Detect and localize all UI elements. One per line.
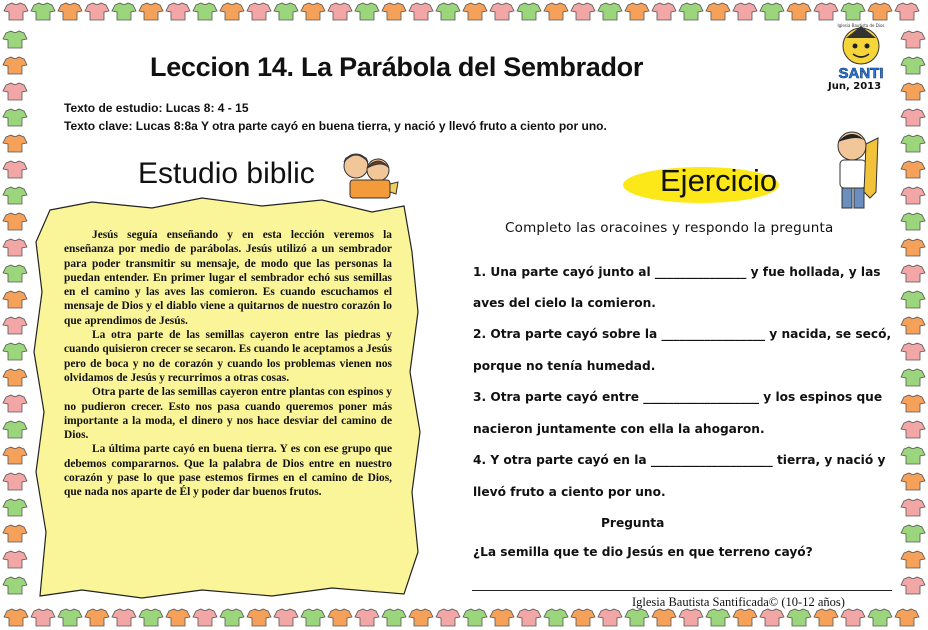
boy-with-pencil-illustration bbox=[826, 124, 888, 214]
study-paragraph: La última parte cayó en buena tierra. Y es con ese grupo que debemos compararnos. Que la palabra de Dios entre en nuestro corazón y pase lo que pase estemos firmes en el camino de Dios, que nada nos aparte de Él y poder dar buenos frutos. bbox=[64, 443, 392, 499]
study-paragraph: Jesús seguía enseñando y en esta lección veremos la enseñanza por medio de parábolas. Jesús utilizó a un sembrador para poder transmitir su mensaje, de modo que las personas la puedan entender. En primer lugar el sembrador echó sus semillas en el camino y las aves las comieron. Es cuando escuchamos el mensaje de Dios y el diablo viene a quitarnos de nuestro corazón lo que aprendimos de Jesús. bbox=[64, 229, 392, 327]
exercise-line: 2. Otra parte cayó sobre la _________________ y nacida, se secó, bbox=[473, 327, 892, 341]
exercise-line: llevó fruto a ciento por uno. bbox=[473, 485, 666, 499]
study-section-title: Estudio biblic bbox=[138, 157, 315, 190]
question-text: ¿La semilla que te dio Jesús en que terreno cayó? bbox=[473, 545, 813, 559]
key-verse: Texto clave: Lucas 8:8a Y otra parte cayó en buena tierra, y nació y llevó fruto a ciento por uno. bbox=[64, 119, 607, 133]
exercise-line: 4. Y otra parte cayó en la ____________________ tierra, y nació y bbox=[473, 453, 886, 467]
question-heading: Pregunta bbox=[601, 516, 665, 530]
exercise-line: nacieron juntamente con ella la ahogaron. bbox=[473, 422, 765, 436]
footer-credit: Iglesia Bautista Santificada© (10-12 años) bbox=[632, 595, 845, 609]
answer-line[interactable] bbox=[472, 590, 892, 591]
exercise-line: 3. Otra parte cayó entre ___________________ y los espinos que bbox=[473, 390, 883, 404]
logo-word: SANTI bbox=[838, 65, 884, 82]
study-paragraph: Otra parte de las semillas cayeron entre plantas con espinos y no pudieron crecer. Esto nos pasa cuando queremos poner más importante a la moda, el dinero y nos hace desviar del camino de Dios. bbox=[64, 386, 392, 442]
lesson-title: Leccion 14. La Parábola del Sembrador bbox=[150, 52, 644, 82]
exercise-line: porque no tenía humedad. bbox=[473, 359, 656, 373]
exercise-instruction: Completo las oracoines y respondo la pregunta bbox=[505, 220, 834, 236]
study-text-body bbox=[64, 228, 392, 500]
study-paragraph: La otra parte de las semillas cayeron entre las piedras y cuando quisieron crecer se secaron. Es cuando le aceptamos a Jesús pero de boca y no de corazón y cuando los problemas vienen nos olvidamos de Jesús y recurrimos a otras cosas. bbox=[64, 329, 392, 384]
exercise-section-title: Ejercicio bbox=[660, 163, 778, 198]
study-text-reference: Texto de estudio: Lucas 8: 4 - 15 bbox=[64, 101, 249, 115]
logo-date: Jun, 2013 bbox=[828, 81, 882, 92]
exercise-line: aves del cielo la comieron. bbox=[473, 296, 656, 310]
logo-ring-text: Iglesia Bautista de Dios bbox=[837, 23, 885, 28]
exercise-line: 1. Una parte cayó junto al _______________ y fue hollada, y las bbox=[473, 265, 881, 279]
